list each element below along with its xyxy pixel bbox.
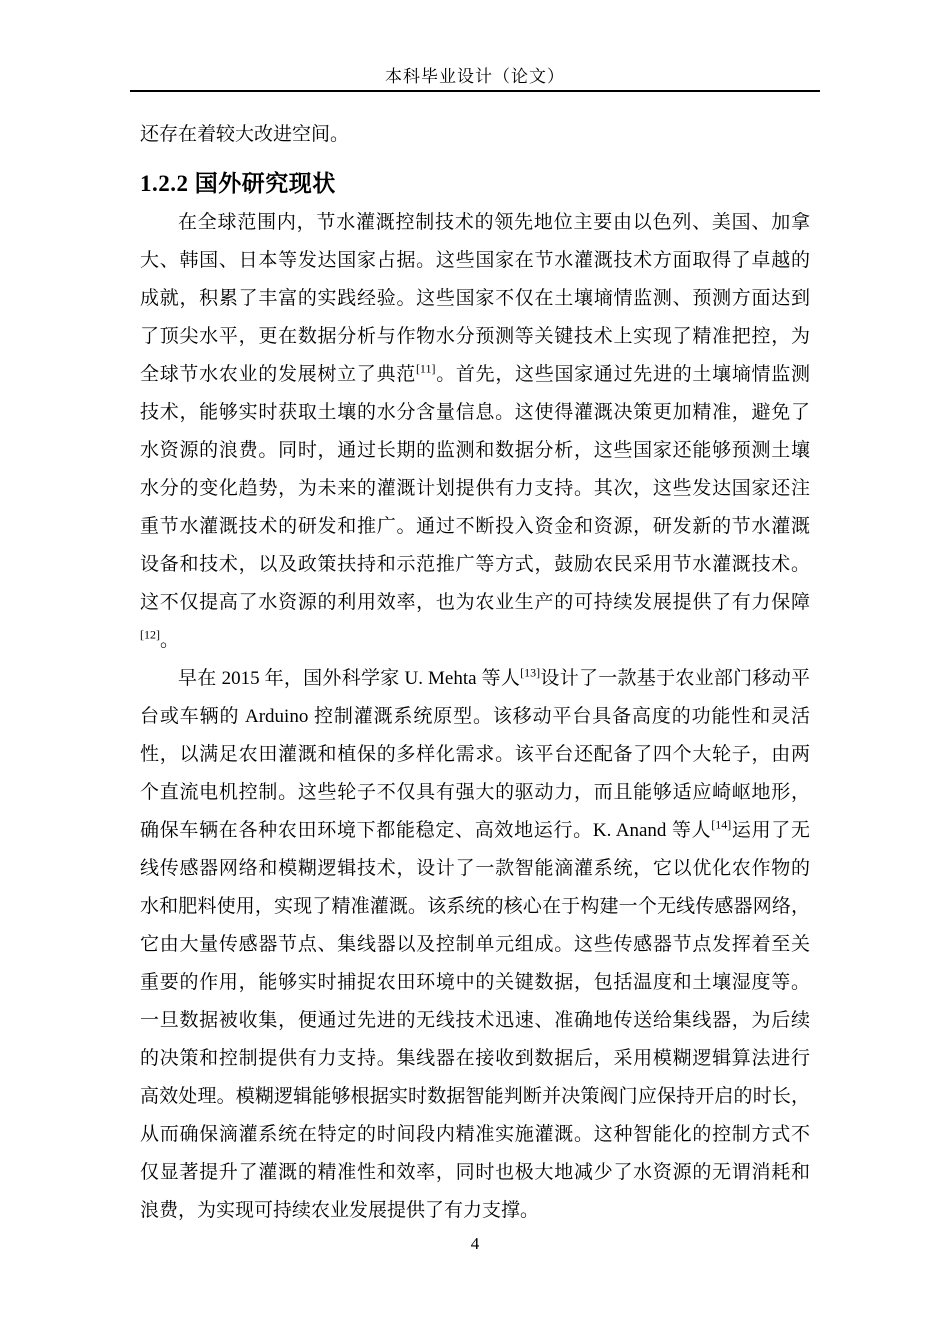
text-line: 个直流电机控制。这些轮子不仅具有强大的驱动力，而且能够适应崎岖地形， xyxy=(140,782,810,803)
citation-ref: [12] xyxy=(140,627,160,642)
citation-ref: [11] xyxy=(415,361,436,376)
text-line: 确保车辆在各种农田环境下都能稳定、高效地运行。K. Anand 等人[14]运用了无 xyxy=(140,817,810,841)
text-line: 水和肥料使用，实现了精准灌溉。该系统的核心在于构建一个无线传感器网络， xyxy=(140,896,810,917)
text-line: 一旦数据被收集，便通过先进的无线技术迅速、准确地传送给集线器，为后续 xyxy=(140,1010,810,1031)
text-line: 仅显著提升了灌溉的精准性和效率，同时也极大地减少了水资源的无谓消耗和 xyxy=(140,1162,810,1183)
text-line: 在全球范围内，节水灌溉控制技术的领先地位主要由以色列、美国、加拿 xyxy=(178,212,810,233)
text-line: 了顶尖水平，更在数据分析与作物水分预测等关键技术上实现了精准把控，为 xyxy=(140,326,810,347)
text-line: 浪费，为实现可持续农业发展提供了有力支撑。 xyxy=(140,1200,540,1221)
text-line: 台或车辆的 Arduino 控制灌溉系统原型。该移动平台具备高度的功能性和灵活 xyxy=(140,706,810,727)
paragraph-foreign-research-overview xyxy=(140,204,810,660)
text-line: 技术，能够实时获取土壤的水分含量信息。这使得灌溉决策更加精准，避免了 xyxy=(140,402,810,423)
text-line: 的决策和控制提供有力支持。集线器在接收到数据后，采用模糊逻辑算法进行 xyxy=(140,1048,810,1069)
page-header xyxy=(130,0,820,92)
carryover-paragraph-line: 还存在着较大改进空间。 xyxy=(140,124,350,145)
citation-ref: [13] xyxy=(520,665,541,680)
citation-ref: [14] xyxy=(711,817,732,832)
text-line: 性，以满足农田灌溉和植保的多样化需求。该平台还配备了四个大轮子，由两 xyxy=(140,744,810,765)
text-line: 从而确保滴灌系统在特定的时间段内精准实施灌溉。这种智能化的控制方式不 xyxy=(140,1124,810,1145)
text-line: 这不仅提高了水资源的利用效率，也为农业生产的可持续发展提供了有力保障 xyxy=(140,592,810,613)
text-line: 线传感器网络和模糊逻辑技术，设计了一款智能滴灌系统，它以优化农作物的 xyxy=(140,858,810,879)
text-line: 成就，积累了丰富的实践经验。这些国家不仅在土壤墒情监测、预测方面达到 xyxy=(140,288,810,309)
header-title: 本科毕业设计（论文） xyxy=(385,67,565,86)
text-line: 高效处理。模糊逻辑能够根据实时数据智能判断并决策阀门应保持开启的时长， xyxy=(140,1086,810,1107)
text-line: 它由大量传感器节点、集线器以及控制单元组成。这些传感器节点发挥着至关 xyxy=(140,934,810,955)
text-line: [12]。 xyxy=(140,627,180,651)
section-heading: 1.2.2 国外研究现状 xyxy=(140,171,336,196)
text-line: 全球节水农业的发展树立了典范[11]。首先，这些国家通过先进的土壤墒情监测 xyxy=(140,361,810,385)
text-line: 重要的作用，能够实时捕捉农田环境中的关键数据，包括温度和土壤湿度等。 xyxy=(140,972,810,993)
text-line: 大、韩国、日本等发达国家占据。这些国家在节水灌溉技术方面取得了卓越的 xyxy=(140,250,810,271)
page-body xyxy=(140,116,810,1230)
text-line: 早在 2015 年，国外科学家 U. Mehta 等人[13]设计了一款基于农业部门移动平 xyxy=(178,665,810,689)
paragraph-foreign-research-examples xyxy=(140,660,810,1230)
page-number: 4 xyxy=(470,1234,480,1253)
text-line: 设备和技术，以及政策扶持和示范推广等方式，鼓励农民采用节水灌溉技术。 xyxy=(140,554,810,575)
text-line: 水分的变化趋势，为未来的灌溉计划提供有力支持。其次，这些发达国家还注 xyxy=(140,478,810,499)
text-line: 重节水灌溉技术的研发和推广。通过不断投入资金和资源，研发新的节水灌溉 xyxy=(140,516,810,537)
text-line: 水资源的浪费。同时，通过长期的监测和数据分析，这些国家还能够预测土壤 xyxy=(140,440,810,461)
